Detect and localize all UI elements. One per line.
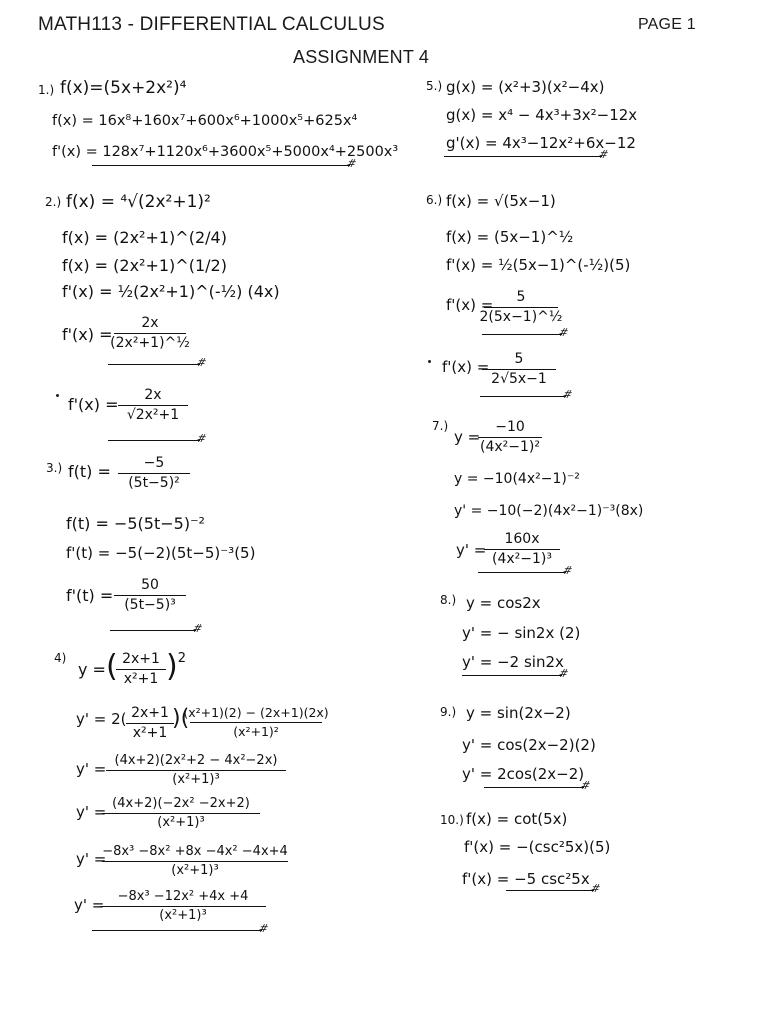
fraction-bar [118,473,190,474]
equation-line: f'(x) = −(csc²5x)(5) [464,838,611,856]
equation-line: f(x) = ⁴√(2x²+1)² [66,192,211,212]
fraction-bar [102,861,288,862]
equation-line: y' = 2cos(2x−2) [462,765,585,783]
fraction [478,420,542,456]
equation-label: y' = [76,803,107,821]
fraction [118,388,188,424]
equation-label: y = [454,428,481,446]
answer-underline [108,440,200,441]
denominator: √2x²+1 [126,407,180,424]
fraction [114,578,186,614]
fraction [118,456,190,492]
bullet-dot [56,394,59,397]
equation-label: f(t) = [68,462,111,481]
fraction [126,706,174,742]
fraction [100,890,266,924]
answer-underline [484,787,584,788]
bullet-dot [428,360,431,363]
fraction-bar [116,669,166,670]
answer-underline [482,334,562,335]
answer-underline [462,675,562,676]
fraction [484,532,560,568]
equation-line: f'(x) = 128x⁷+1120x⁶+3600x⁵+5000x⁴+2500x³ [52,144,399,160]
paren-close-squared: )$^2$ [166,649,186,684]
problem-number: 7.) [432,419,449,433]
numerator: (4x+2)(−2x² −2x+2) [112,796,250,811]
problem-number: 10.) [440,813,464,827]
denominator: (x²+1)² [233,723,279,739]
answer-underline [480,396,566,397]
fraction-bar [106,770,286,771]
fraction [183,705,329,739]
page-number: PAGE 1 [638,16,696,33]
denominator: x²+1 [123,671,159,688]
derivative-label: f'(x) = [442,358,490,376]
problem-number: 8.) [440,593,457,607]
equation-line: f'(x) = ½(5x−1)^(-½)(5) [446,256,631,274]
fraction-bar [102,813,260,814]
numerator: 2x [144,387,162,403]
equation-label: y = [78,660,106,679]
numerator: (4x+2)(2x²+2 − 4x²−2x) [114,753,278,768]
problem-number: 3.) [46,461,63,475]
equation-line: f'(x) = −5 csc²5x [462,870,590,888]
fraction [102,797,260,831]
answer-underline [108,364,200,365]
equation-line: f(x) = (5x−1)^½ [446,228,574,246]
answer-underline [506,890,594,891]
derivative-label: f'(x) = [68,395,119,414]
numerator: −5 [143,455,165,471]
denominator: (2x²+1)^½ [110,335,190,352]
fraction-bar [484,307,558,308]
problem-number: 6.) [426,193,443,207]
problem-number: 9.) [440,705,457,719]
derivative-label: f'(x) = [62,325,113,344]
fraction-bar [190,722,322,723]
equation-label: y' = [74,896,105,914]
numerator: 5 [516,289,526,305]
numerator: −10 [495,419,525,435]
course-title: MATH113 - DIFFERENTIAL CALCULUS [38,14,385,35]
equation-line: y' = cos(2x−2)(2) [462,736,596,754]
numerator: −8x³ −8x² +8x −4x² −4x+4 [102,844,288,859]
denominator: 2(5x−1)^½ [479,309,563,326]
denominator: (4x²−1)³ [492,551,552,568]
answer-underline [478,572,566,573]
problem-number: 4) [54,651,67,665]
answer-underline [110,630,196,631]
numerator: 5 [514,351,524,367]
problem-number: 2.) [45,195,62,209]
answer-underline [92,930,262,931]
numerator: 160x [504,531,540,547]
paren-open: ( [106,649,118,684]
fraction-bar [114,595,186,596]
derivative-label: y' = [456,541,487,559]
fraction [116,652,166,688]
assignment-title: ASSIGNMENT 4 [293,47,430,67]
numerator: 2x [141,315,159,331]
equation-line: f(x) = (2x²+1)^(2/4) [62,228,227,247]
answer-underline [444,156,602,157]
paren-pair: )( [172,706,190,731]
fraction [479,289,563,326]
problem-number: 1.) [38,83,55,97]
problem-number: 5.) [426,79,443,93]
equation-line: f(x)=(5x+2x²)⁴ [60,78,187,98]
equation-line: f(x) = cot(5x) [466,810,568,828]
denominator: (5t−5)³ [124,597,176,614]
fraction-bar [126,723,174,724]
derivative-label: f'(x) = [446,296,494,314]
denominator: (4x²−1)² [480,439,540,456]
equation-label: y' = [76,850,107,868]
equation-line: f'(t) = −5(−2)(5t−5)⁻³(5) [66,544,256,562]
numerator: 2x+1 [131,705,169,721]
equation-line: g'(x) = 4x³−12x²+6x−12 [446,134,636,152]
fraction [106,754,286,788]
denominator: (5t−5)² [128,475,180,492]
equation-label: y' = 2( [76,710,127,728]
numerator: 50 [141,577,159,593]
fraction-bar [118,405,188,406]
denominator: (x²+1)³ [159,908,207,924]
denominator: (x²+1)³ [171,863,219,879]
equation-line: f(t) = −5(5t−5)⁻² [66,514,205,533]
equation-line: f'(x) = ½(2x²+1)^(-½) (4x) [62,282,280,301]
fraction-bar [482,369,556,370]
numerator: −8x³ −12x² +4x +4 [117,889,249,904]
fraction [110,315,190,352]
equation-line: y' = −2 sin2x [462,653,564,671]
equation-line: y' = −10(−2)(4x²−1)⁻³(8x) [454,503,644,519]
fraction-bar [100,906,266,907]
denominator: x²+1 [132,725,168,742]
fraction [482,352,556,388]
equation-line: g(x) = (x²+3)(x²−4x) [446,78,605,96]
equation-line: f(x) = (2x²+1)^(1/2) [62,256,227,275]
fraction-bar [478,437,542,438]
equation-line: y = cos2x [466,594,541,612]
numerator: (x²+1)(2) − (2x+1)(2x) [183,705,329,720]
derivative-label: f'(t) = [66,586,114,605]
equation-line: f(x) = 16x⁸+160x⁷+600x⁶+1000x⁵+625x⁴ [52,113,358,129]
equation-line: f(x) = √(5x−1) [446,192,556,210]
numerator: 2x+1 [122,651,160,667]
denominator: (x²+1)³ [157,815,205,831]
denominator: 2√5x−1 [491,371,547,388]
fraction-bar [484,549,560,550]
denominator: (x²+1)³ [172,772,220,788]
fraction [102,845,288,879]
equation-line: y' = − sin2x (2) [462,624,581,642]
equation-label: y' = [76,760,107,778]
equation-line: g(x) = x⁴ − 4x³+3x²−12x [446,106,638,124]
equation-line: y = sin(2x−2) [466,704,571,722]
answer-underline [92,165,350,166]
fraction-bar [114,333,186,334]
equation-line: y = −10(4x²−1)⁻² [454,471,580,487]
